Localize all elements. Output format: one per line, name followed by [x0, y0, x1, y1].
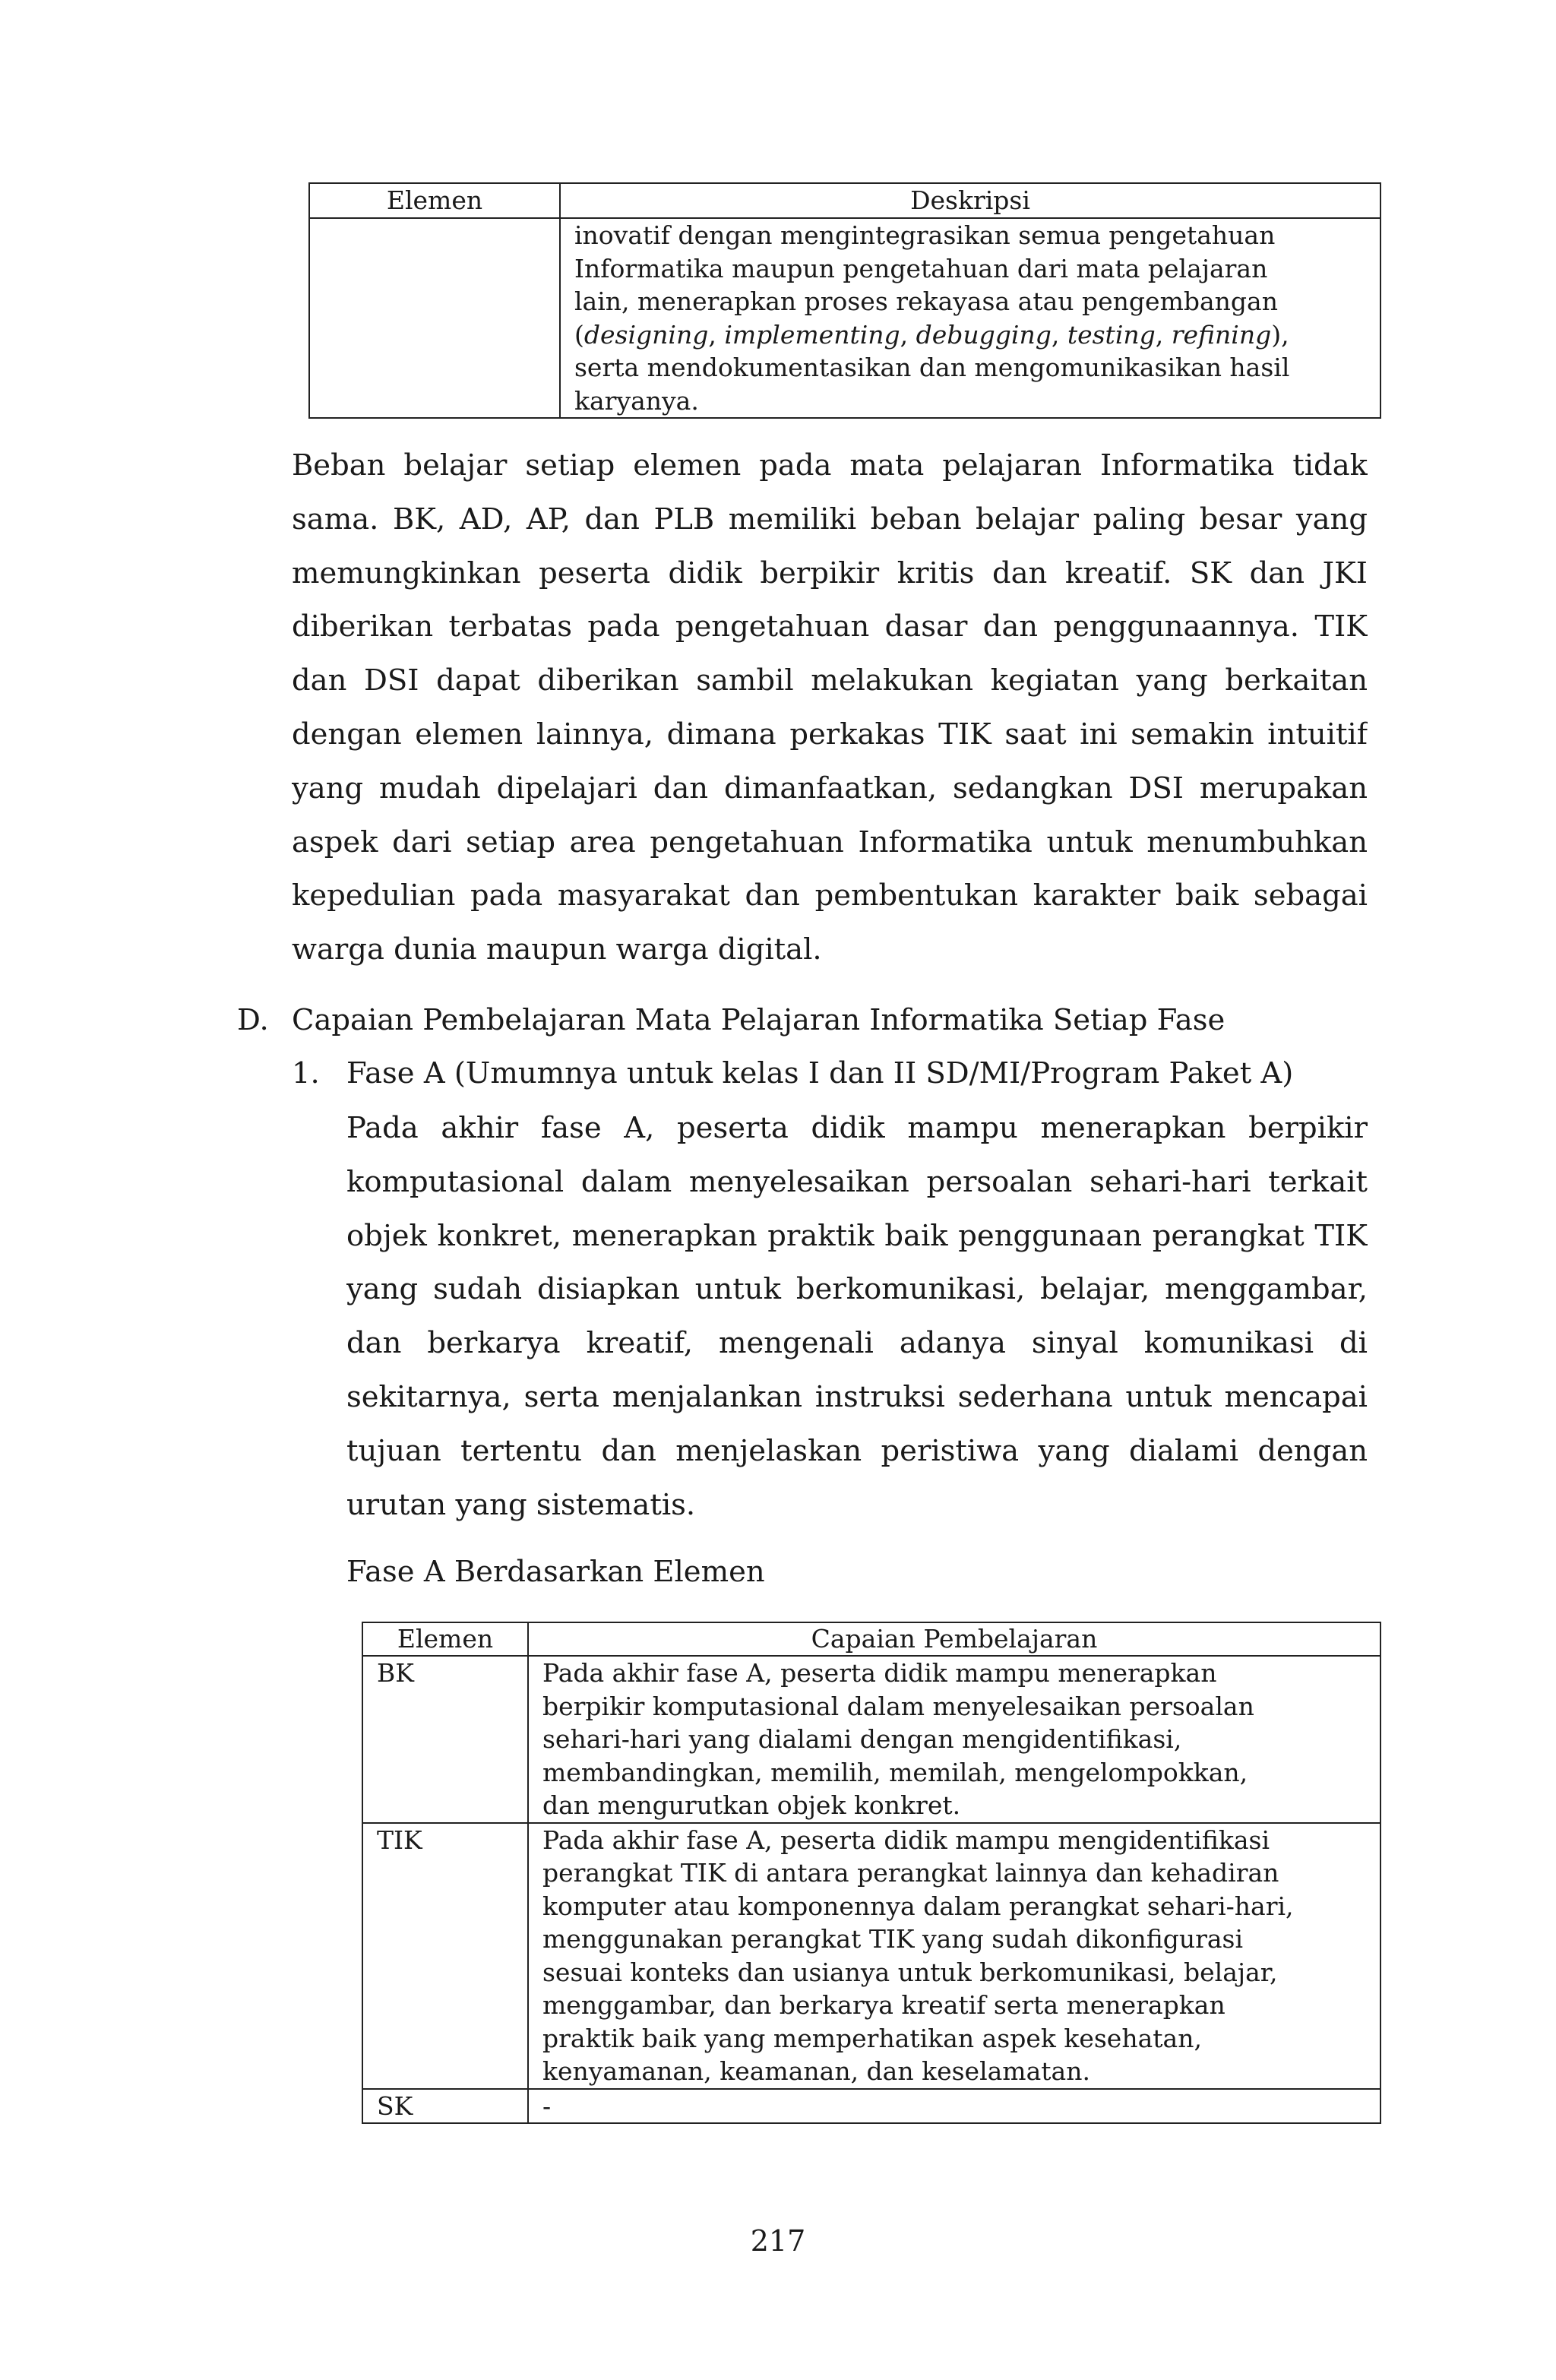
capaian-line: sesuai konteks dan usianya untuk berkomunikasi, belajar, [542, 1957, 1278, 1987]
capaian-line: komputer atau komponennya dalam perangkat sehari-hari, [542, 1891, 1294, 1921]
table-row-bk [362, 1656, 1380, 1823]
section-d-title: Capaian Pembelajaran Mata Pelajaran Informatika Setiap Fase [292, 1003, 1226, 1037]
paragraph-line: diberikan terbatas pada pengetahuan dasar dan penggunaannya. TIK [292, 609, 1368, 644]
paragraph-line: aspek dari setiap area pengetahuan Informatika untuk menumbuhkan [292, 824, 1368, 859]
paragraph-line: sama. BK, AD, AP, dan PLB memiliki beban belajar paling besar yang [292, 502, 1368, 536]
capaian-line: menggambar, dan berkarya kreatif serta menerapkan [542, 1990, 1226, 2020]
capaian-line: kenyamanan, keamanan, dan keselamatan. [542, 2056, 1090, 2086]
cell-capaian [528, 2089, 1380, 2124]
table-caption-fase-a: Fase A Berdasarkan Elemen [346, 1555, 765, 1589]
item-1-title: Fase A (Umumnya untuk kelas I dan II SD/MI/Program Paket A) [346, 1056, 1294, 1090]
paragraph-line: dengan elemen lainnya, dimana perkakas TIK saat ini semakin intuitif [292, 717, 1368, 752]
term-debugging: debugging [916, 319, 1052, 350]
paragraph-fase-a [346, 1102, 1368, 1532]
capaian-line: berpikir komputasional dalam menyelesaikan persoalan [542, 1691, 1254, 1721]
deskripsi-line: inovatif dengan mengintegrasikan semua pengetahuan [574, 220, 1276, 250]
paragraph-line: dan berkarya kreatif, mengenali adanya sinyal komunikasi di [346, 1326, 1368, 1361]
term-testing: testing [1067, 319, 1156, 350]
deskripsi-line: karyanya. [574, 385, 699, 416]
paragraph-line: urutan yang sistematis. [346, 1487, 696, 1522]
section-d-label: D. [237, 1003, 269, 1037]
capaian-line: perangkat TIK di antara perangkat lainnya dan kehadiran [542, 1858, 1279, 1888]
paragraph-line: memungkinkan peserta didik berpikir kritis dan kreatif. SK dan JKI [292, 555, 1368, 590]
paragraph-line: yang sudah disiapkan untuk berkomunikasi, belajar, menggambar, [346, 1272, 1368, 1307]
deskripsi-line-italic-terms: (designing, implementing, debugging, testing, refining), [574, 319, 1289, 350]
paragraph-line: Pada akhir fase A, peserta didik mampu menerapkan berpikir [346, 1111, 1368, 1145]
capaian-line: menggunakan perangkat TIK yang sudah dikonfigurasi [542, 1924, 1244, 1954]
paragraph-beban-belajar [292, 439, 1368, 977]
deskripsi-line: Informatika maupun pengetahuan dari mata pelajaran [574, 253, 1268, 283]
capaian-line: Pada akhir fase A, peserta didik mampu menerapkan [542, 1658, 1217, 1688]
paragraph-line: komputasional dalam menyelesaikan persoalan sehari-hari terkait [346, 1164, 1368, 1199]
term-designing: designing [584, 319, 709, 350]
capaian-line: praktik baik yang memperhatikan aspek kesehatan, [542, 2023, 1202, 2053]
paragraph-line: objek konkret, menerapkan praktik baik penggunaan perangkat TIK [346, 1218, 1368, 1253]
paragraph-line: tujuan tertentu dan menjelaskan peristiwa yang dialami dengan [346, 1433, 1368, 1468]
capaian-line: membandingkan, memilih, memilah, mengelompokkan, [542, 1757, 1248, 1787]
cell-elemen: SK [362, 2089, 528, 2124]
page-number: 217 [750, 2224, 806, 2258]
cell-elemen [309, 218, 560, 418]
term-implementing: implementing [724, 319, 900, 350]
capaian-line: dan mengurutkan objek konkret. [542, 1790, 961, 1820]
cell-elemen: BK [362, 1656, 528, 1823]
capaian-line: Pada akhir fase A, peserta didik mampu mengidentifikasi [542, 1825, 1270, 1855]
cell-elemen: TIK [362, 1823, 528, 2089]
column-header-deskripsi: Deskripsi [560, 183, 1380, 218]
paragraph-line: yang mudah dipelajari dan dimanfaatkan, sedangkan DSI merupakan [292, 771, 1368, 805]
table-header-row [309, 183, 1380, 218]
paragraph-line: kepedulian pada masyarakat dan pembentukan karakter baik sebagai [292, 878, 1368, 913]
table-elemen-deskripsi-continuation [308, 182, 1381, 419]
cell-capaian [528, 1656, 1380, 1823]
capaian-line: - [542, 2090, 552, 2121]
term-refining: refining [1171, 319, 1272, 350]
cell-capaian [528, 1823, 1380, 2089]
paragraph-line: dan DSI dapat diberikan sambil melakukan kegiatan yang berkaitan [292, 663, 1368, 698]
capaian-line: sehari-hari yang dialami dengan mengidentifikasi, [542, 1724, 1182, 1754]
paragraph-line: warga dunia maupun warga digital. [292, 932, 822, 967]
paragraph-line: Beban belajar setiap elemen pada mata pelajaran Informatika tidak [292, 448, 1368, 483]
paragraph-line: sekitarnya, serta menjalankan instruksi sederhana untuk mencapai [346, 1379, 1368, 1414]
column-header-elemen: Elemen [362, 1622, 528, 1656]
table-row-tik [362, 1823, 1380, 2089]
deskripsi-line: serta mendokumentasikan dan mengomunikasikan hasil [574, 353, 1290, 382]
table-header-row [362, 1622, 1380, 1656]
cell-deskripsi [560, 218, 1380, 418]
column-header-elemen: Elemen [309, 183, 560, 218]
table-row [309, 218, 1380, 418]
table-fase-a-capaian [362, 1622, 1381, 2124]
item-1-number: 1. [292, 1056, 320, 1090]
deskripsi-line: lain, menerapkan proses rekayasa atau pengembangan [574, 286, 1278, 316]
table-row-sk [362, 2089, 1380, 2124]
column-header-capaian-pembelajaran: Capaian Pembelajaran [528, 1622, 1380, 1656]
